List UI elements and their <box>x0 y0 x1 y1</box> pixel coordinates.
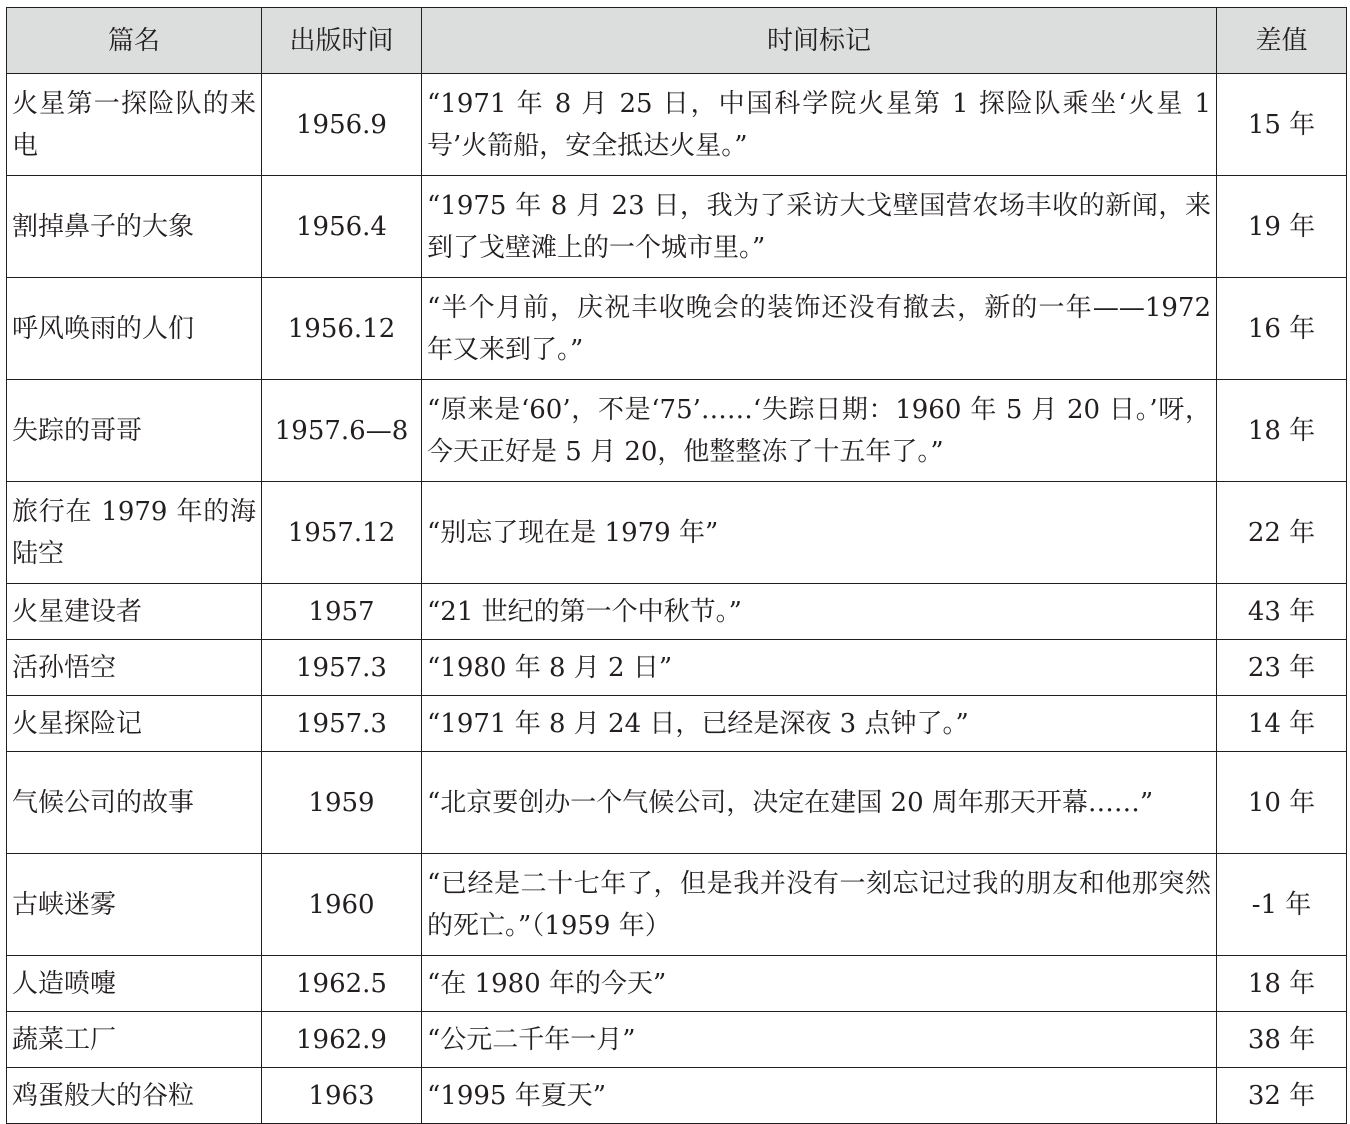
table-row <box>7 176 1347 278</box>
table-row <box>7 482 1347 584</box>
table-row <box>7 854 1347 956</box>
header-title: 篇名 <box>7 8 262 74</box>
year-difference: 18 年 <box>1217 380 1347 482</box>
story-title: 割掉鼻子的大象 <box>7 176 262 278</box>
publication-date: 1963 <box>262 1068 422 1124</box>
table-row <box>7 696 1347 752</box>
table-row <box>7 752 1347 854</box>
publication-date: 1957.6—8 <box>262 380 422 482</box>
publication-date: 1960 <box>262 854 422 956</box>
year-difference: -1 年 <box>1217 854 1347 956</box>
story-title: 火星探险记 <box>7 696 262 752</box>
time-marker: “21 世纪的第一个中秋节。” <box>422 584 1217 640</box>
publication-date: 1962.9 <box>262 1012 422 1068</box>
time-marker: “北京要创办一个气候公司，决定在建国 20 周年那天开幕……” <box>422 752 1217 854</box>
year-difference: 15 年 <box>1217 74 1347 176</box>
publication-date: 1956.12 <box>262 278 422 380</box>
story-title: 呼风唤雨的人们 <box>7 278 262 380</box>
time-marker: “1980 年 8 月 2 日” <box>422 640 1217 696</box>
header-time-marker: 时间标记 <box>422 8 1217 74</box>
table-row <box>7 278 1347 380</box>
story-time-table <box>6 7 1347 1124</box>
time-marker: “1971 年 8 月 25 日，中国科学院火星第 1 探险队乘坐‘火星 1 号’火箭船，安全抵达火星。” <box>422 74 1217 176</box>
table-row <box>7 640 1347 696</box>
header-row <box>7 8 1347 74</box>
year-difference: 18 年 <box>1217 956 1347 1012</box>
publication-date: 1956.9 <box>262 74 422 176</box>
year-difference: 19 年 <box>1217 176 1347 278</box>
year-difference: 22 年 <box>1217 482 1347 584</box>
year-difference: 14 年 <box>1217 696 1347 752</box>
time-marker: “公元二千年一月” <box>422 1012 1217 1068</box>
time-marker: “在 1980 年的今天” <box>422 956 1217 1012</box>
table-row <box>7 74 1347 176</box>
table-row <box>7 1068 1347 1124</box>
table-row <box>7 380 1347 482</box>
story-title: 旅行在 1979 年的海陆空 <box>7 482 262 584</box>
time-marker: “1971 年 8 月 24 日，已经是深夜 3 点钟了。” <box>422 696 1217 752</box>
time-marker: “已经是二十七年了，但是我并没有一刻忘记过我的朋友和他那突然的死亡。”（1959 年） <box>422 854 1217 956</box>
header-difference: 差值 <box>1217 8 1347 74</box>
year-difference: 38 年 <box>1217 1012 1347 1068</box>
time-marker: “别忘了现在是 1979 年” <box>422 482 1217 584</box>
year-difference: 23 年 <box>1217 640 1347 696</box>
header-published: 出版时间 <box>262 8 422 74</box>
time-marker: “1975 年 8 月 23 日，我为了采访大戈壁国营农场丰收的新闻，来到了戈壁滩上的一个城市里。” <box>422 176 1217 278</box>
publication-date: 1957.12 <box>262 482 422 584</box>
year-difference: 32 年 <box>1217 1068 1347 1124</box>
time-marker: “1995 年夏天” <box>422 1068 1217 1124</box>
story-title: 人造喷嚏 <box>7 956 262 1012</box>
story-title: 失踪的哥哥 <box>7 380 262 482</box>
publication-date: 1957.3 <box>262 696 422 752</box>
story-title: 鸡蛋般大的谷粒 <box>7 1068 262 1124</box>
story-title: 火星第一探险队的来电 <box>7 74 262 176</box>
year-difference: 43 年 <box>1217 584 1347 640</box>
publication-date: 1962.5 <box>262 956 422 1012</box>
time-marker: “原来是‘60’，不是‘75’……‘失踪日期：1960 年 5 月 20 日。’呀，今天正好是 5 月 20，他整整冻了十五年了。” <box>422 380 1217 482</box>
story-title: 活孙悟空 <box>7 640 262 696</box>
story-title: 古峡迷雾 <box>7 854 262 956</box>
publication-date: 1956.4 <box>262 176 422 278</box>
table-row <box>7 1012 1347 1068</box>
table-row <box>7 584 1347 640</box>
story-title: 气候公司的故事 <box>7 752 262 854</box>
story-title: 火星建设者 <box>7 584 262 640</box>
year-difference: 16 年 <box>1217 278 1347 380</box>
time-marker: “半个月前，庆祝丰收晚会的装饰还没有撤去，新的一年——1972 年又来到了。” <box>422 278 1217 380</box>
publication-date: 1957 <box>262 584 422 640</box>
table-row <box>7 956 1347 1012</box>
publication-date: 1957.3 <box>262 640 422 696</box>
story-title: 蔬菜工厂 <box>7 1012 262 1068</box>
publication-date: 1959 <box>262 752 422 854</box>
year-difference: 10 年 <box>1217 752 1347 854</box>
